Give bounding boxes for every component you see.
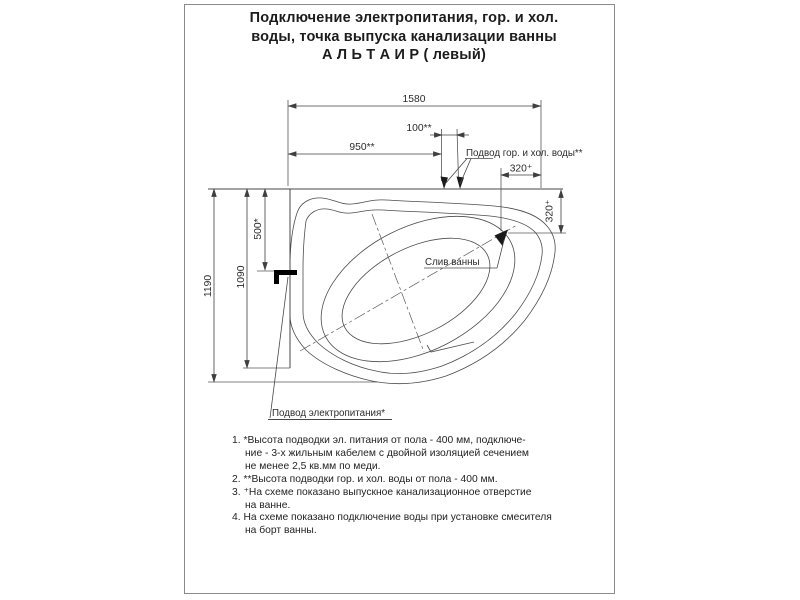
- note-3-line-1: 3. ⁺На схеме показано выпускное канализационное отверстие: [232, 486, 532, 498]
- drain-marker: [495, 230, 509, 247]
- dim-500-value: 500*: [253, 218, 264, 240]
- dim-1580-value: 1580: [402, 94, 426, 105]
- water-point-left-icon: [441, 177, 449, 190]
- note-3-line-2: на ванне.: [245, 499, 291, 511]
- dim-950: [288, 142, 442, 156]
- note-1-line-2: ние - 3-х жильным кабелем с двойной изоляцией сечением: [245, 447, 529, 459]
- drain-label-text: Слив ванны: [425, 257, 480, 268]
- dim-1580: [288, 94, 541, 108]
- water-supply-label-text: Подвод гор. и хол. воды**: [466, 148, 583, 159]
- bathtub-bowl: [297, 187, 539, 392]
- dim-500: [253, 190, 267, 271]
- note-4-line-2: на борт ванны.: [245, 525, 317, 537]
- dim-100: [406, 123, 469, 137]
- dim-320-horizontal: [501, 164, 541, 178]
- note-2: 2. **Высота подводки гор. и хол. воды от пола - 400 мм.: [232, 473, 498, 485]
- dim-1090: [236, 190, 249, 368]
- title-line-1: Подключение электропитания, гор. и хол.: [249, 10, 559, 26]
- dim-100-value: 100**: [406, 123, 432, 134]
- bathtub-bowl-bottom: [325, 216, 507, 365]
- bathtub-outer-rim: [290, 198, 555, 384]
- drain-label: [424, 240, 504, 268]
- dim-1090-value: 1090: [236, 265, 247, 289]
- note-4-line-1: 4. На схеме показано подключение воды при установке смесителя: [232, 512, 552, 524]
- dim-1190-value: 1190: [203, 274, 214, 298]
- electric-supply-label: [268, 277, 392, 420]
- note-1-line-3: не менее 2,5 кв.мм по меди.: [245, 460, 381, 472]
- title-line-2: воды, точка выпуска канализации ванны: [251, 28, 557, 45]
- dim-950-value: 950**: [349, 142, 375, 153]
- dim-1190: [203, 190, 216, 382]
- dim-320h-value: 320⁺: [509, 163, 533, 175]
- bathtub-outline: [290, 187, 555, 392]
- extension-lines: [208, 100, 566, 382]
- notes-block: [232, 435, 592, 538]
- wall-lines: [208, 189, 563, 368]
- title-line-3: А Л Ь Т А И Р ( левый): [321, 47, 487, 63]
- electric-supply-label-text: Подвод электропитания*: [272, 408, 386, 419]
- bowl-step: [427, 342, 474, 352]
- electric-supply-marker: [274, 270, 297, 284]
- dim-320v-value: 320⁺: [544, 199, 556, 223]
- note-1-line-1: 1. *Высота подводки эл. питания от пола - 400 мм, подключе-: [232, 435, 526, 446]
